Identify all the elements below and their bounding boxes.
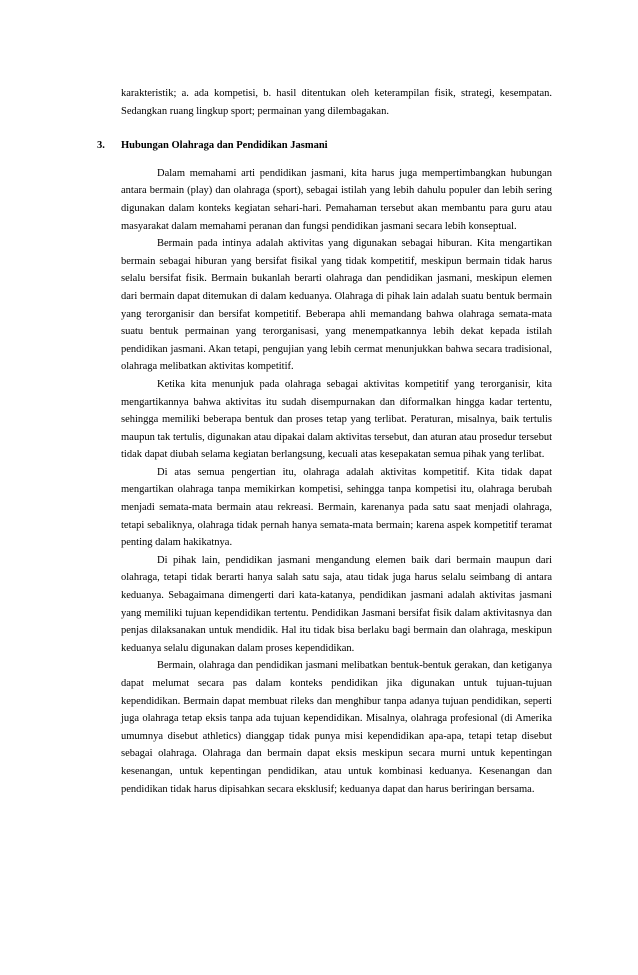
section-title: Hubungan Olahraga dan Pendidikan Jasmani	[121, 140, 328, 152]
intro-paragraph: karakteristik; a. ada kompetisi, b. hasil ditentukan oleh keterampilan fisik, strategi, kesempatan. Sedangkan ruang lingkup sport; permainan yang dilembagakan.	[121, 88, 552, 117]
page-content	[97, 85, 552, 798]
body-paragraph: Di atas semua pengertian itu, olahraga adalah aktivitas kompetitif. Kita tidak dapat mengartikan olahraga tanpa memikirkan kompetisi, sehingga tanpa kompetisi itu, olahraga berubah menjadi semata-mata bermain atau rekreasi. Bermain, karenanya pada satu saat menjadi olahraga, tetapi sebaliknya, olahraga tidak pernah hanya semata-mata bermain; karena aspek kompetitif teramat penting dalam hakikatnya.	[121, 466, 552, 549]
section-heading	[97, 137, 552, 155]
body-paragraph: Dalam memahami arti pendidikan jasmani, kita harus juga mempertimbangkan hubungan antara bermain (play) dan olahraga (sport), sebagai istilah yang lebih dahulu populer dan lebih sering digunakan dalam konteks kegiatan sehari-hari. Pemahaman tersebut akan membantu para guru atau masyarakat dalam memahami peranan dan fungsi pendidikan jasmani secara lebih konseptual.	[121, 167, 552, 232]
body-paragraph: Bermain pada intinya adalah aktivitas yang digunakan sebagai hiburan. Kita mengartikan bermain sebagai hiburan yang bersifat fisikal yang tidak kompetitif, meskipun bermain tidak harus selalu bersifat fisik. Bermain bukanlah berarti olahraga dan pendidikan jasmani, meskipun elemen dari bermain dapat ditemukan di dalam keduanya. Olahraga di pihak lain adalah suatu bentuk bermain yang terorganisir dan bersifat kompetitif. Beberapa ahli memandang bahwa olahraga semata-mata suatu bentuk permainan yang terorganisasi, yang menempatkannya lebih dekat kepada istilah pendidikan jasmani. Akan tetapi, pengujian yang lebih cermat menunjukkan bahwa secara tradisional, olahraga melibatkan aktivitas kompetitif.	[121, 238, 552, 373]
section-number: 3.	[97, 140, 105, 152]
body-paragraph: Ketika kita menunjuk pada olahraga sebagai aktivitas kompetitif yang terorganisir, kita mengartikannya bahwa aktivitas itu sudah disempurnakan dan diformalkan hingga kadar tertentu, sehingga memiliki beberapa bentuk dan proses tetap yang terlibat. Peraturan, misalnya, baik tertulis maupun tak tertulis, digunakan atau dipakai dalam aktivitas tersebut, dan aturan atau prosedur tersebut tidak dapat diubah selama kegiatan berlangsung, kecuali atas kesepakatan semua pihak yang terlibat.	[121, 378, 552, 461]
body-paragraph: Di pihak lain, pendidikan jasmani mengandung elemen baik dari bermain maupun dari olahraga, tetapi tidak berarti hanya salah satu saja, atau tidak juga harus selalu seimbang di antara keduanya. Sebagaimana dimengerti dari kata-katanya, pendidikan jasmani adalah aktivitas jasmani yang memiliki tujuan kependidikan tertentu. Pendidikan Jasmani bersifat fisik dalam aktivitasnya dan penjas dilaksanakan untuk mendidik. Hal itu tidak bisa berlaku bagi bermain dan olahraga, meskipun keduanya selalu digunakan dalam proses kependidikan.	[121, 554, 552, 654]
body-paragraph: Bermain, olahraga dan pendidikan jasmani melibatkan bentuk-bentuk gerakan, dan ketiganya dapat melumat secara pas dalam konteks pendidikan jika digunakan untuk tujuan-tujuan kependidikan. Bermain dapat membuat rileks dan menghibur tanpa adanya tujuan pendidikan, seperti juga olahraga tetap eksis tanpa ada tujuan kependidikan. Misalnya, olahraga profesional (di Amerika umumnya disebut athletics) dianggap tidak punya misi kependidikan apa-apa, tetapi tetap disebut sebagai olahraga. Olahraga dan bermain dapat eksis meskipun secara murni untuk kepentingan kesenangan, untuk kepentingan pendidikan, atau untuk kombinasi keduanya. Kesenangan dan pendidikan tidak harus dipisahkan secara eksklusif; keduanya dapat dan harus beriringan bersama.	[121, 660, 552, 795]
